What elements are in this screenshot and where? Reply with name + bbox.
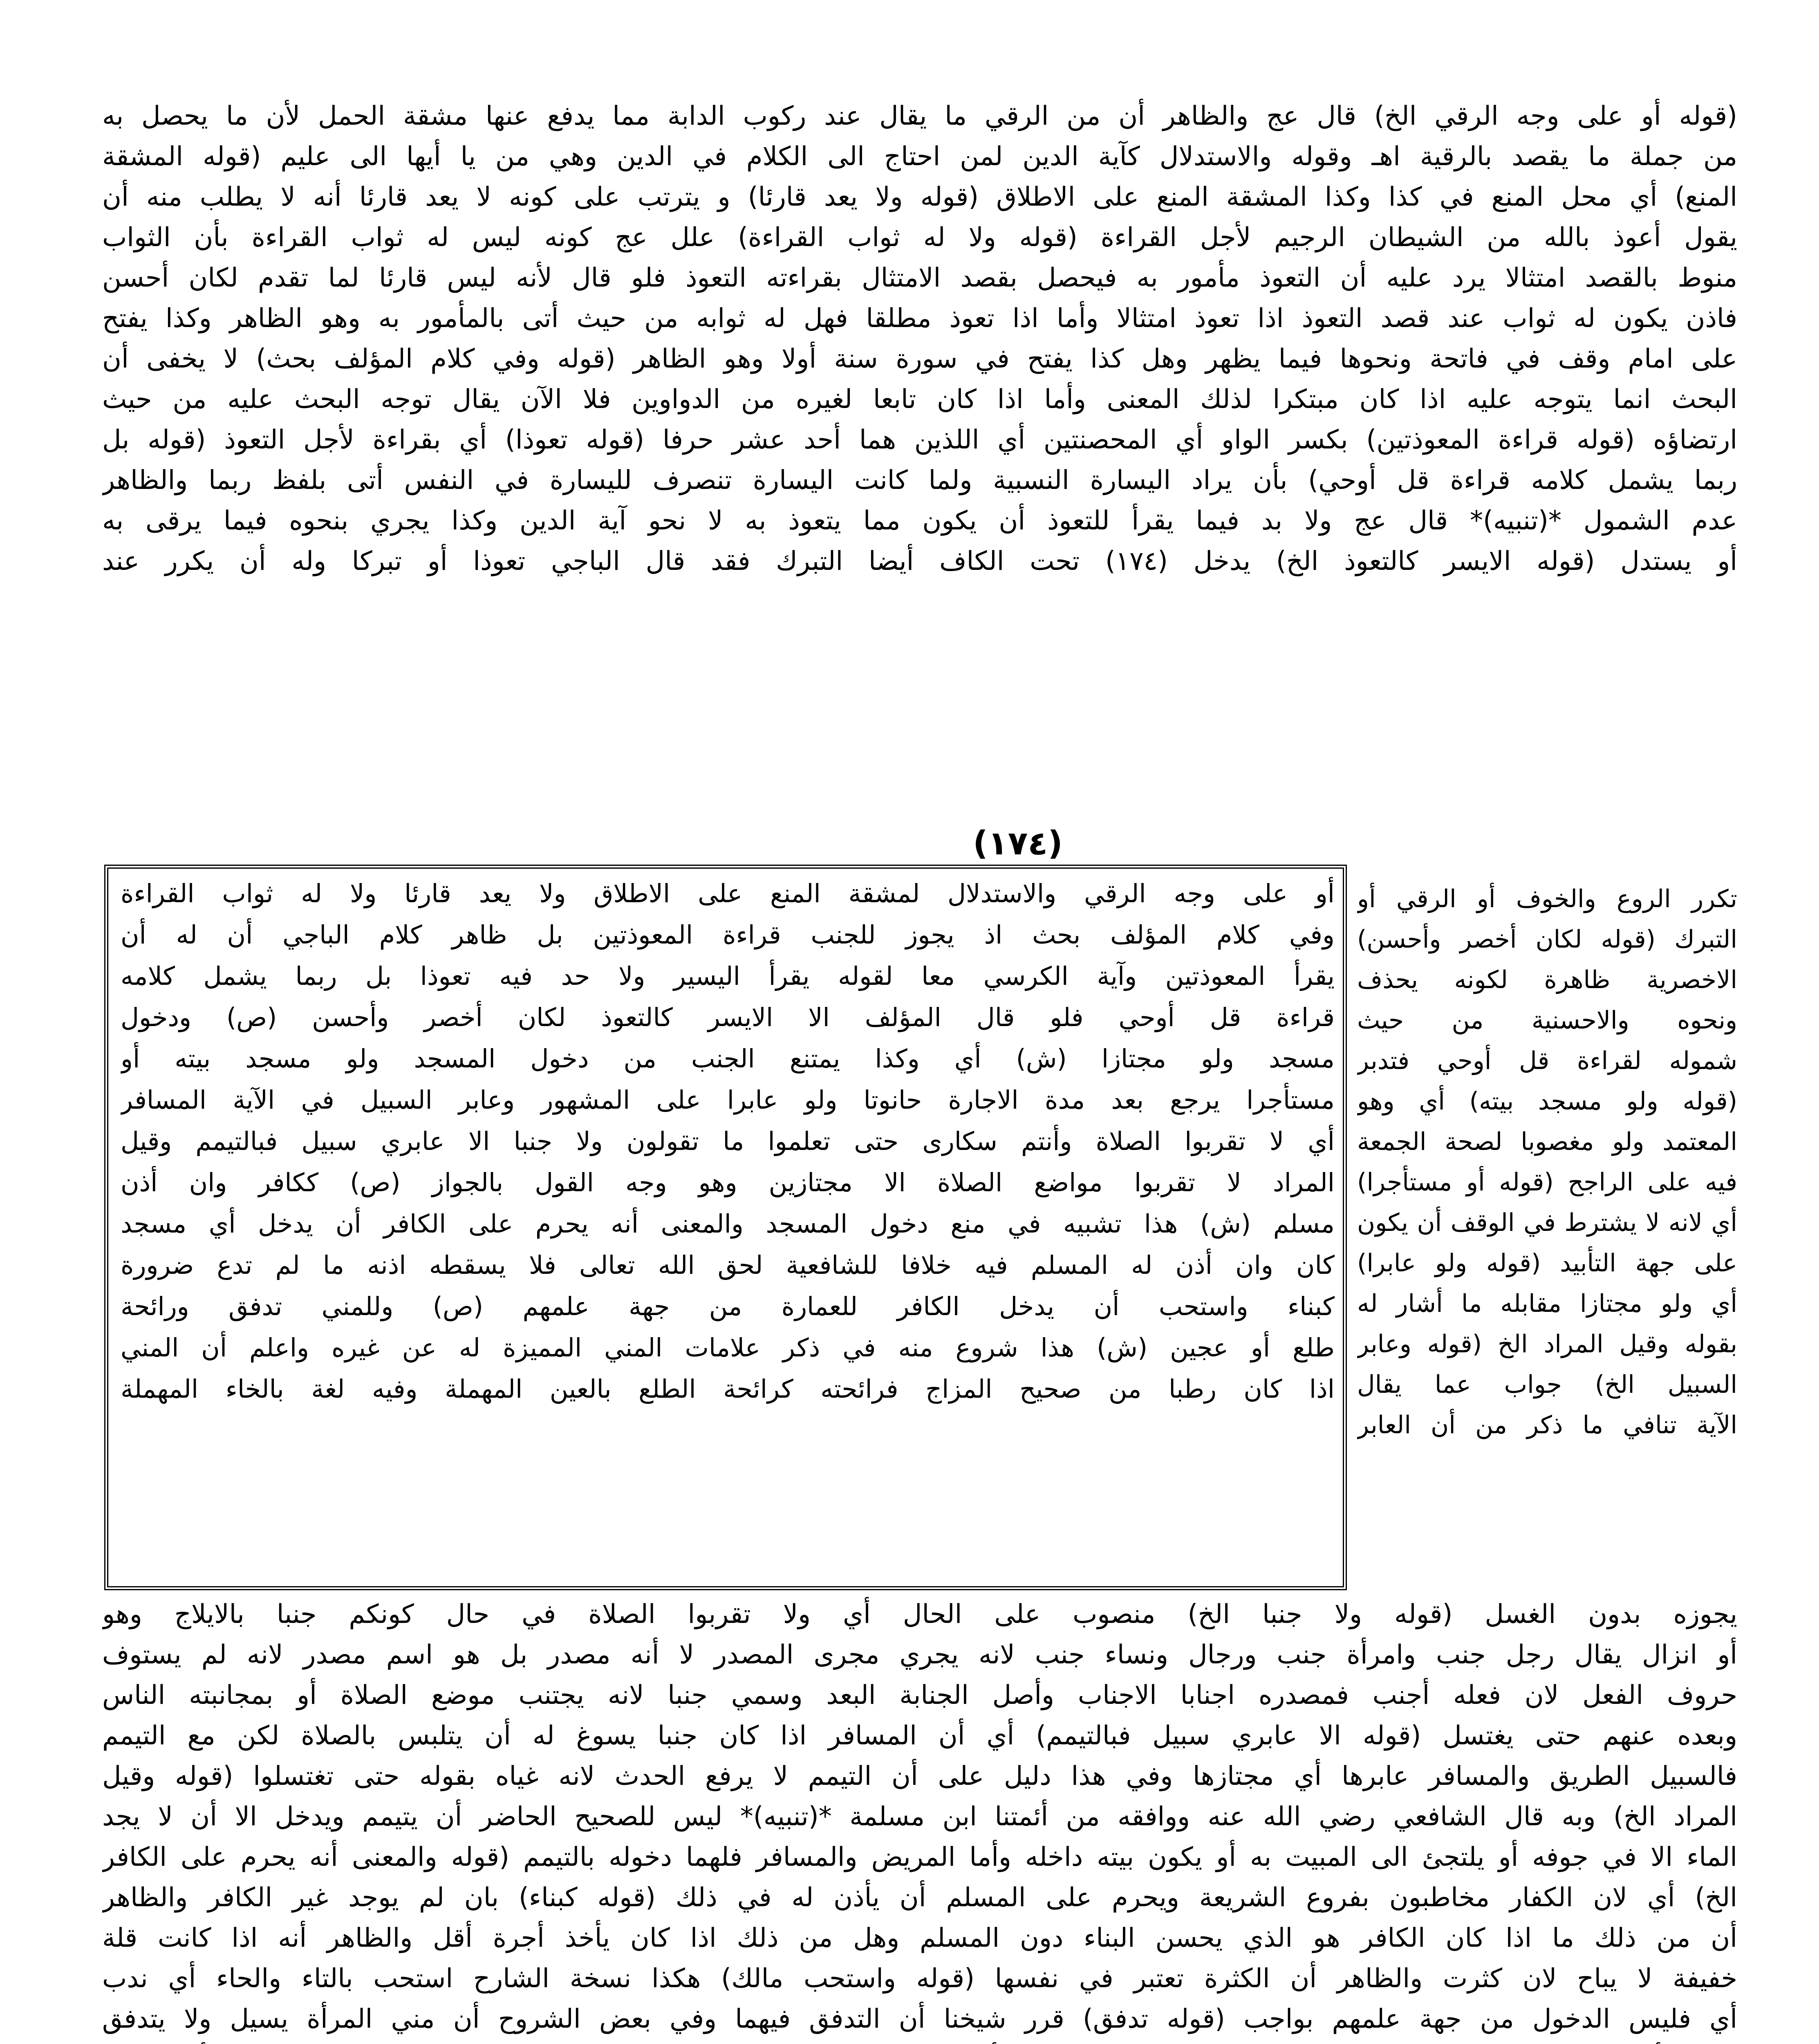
text-line: الخ) أي لان الكفار مخاطبون بفروع الشريعة ويحرم على المسلم أن يأذن له في ذلك (قوله كبناء) بان لم يوجد غير الكافر والظاهر [102, 1883, 1737, 1913]
text-line: من جملة ما يقصد بالرقية اهـ وقوله والاستدلال كآية الدين لمن احتاج الى الكلام في الدين وهي من يا أيها الى عليم (قوله المشقة [102, 141, 1737, 172]
text-line: ربما يشمل كلامه قراءة قل أوحي) بأن يراد اليسارة النسبية ولما كانت اليسارة تنصرف لليسارة في النفس أتى بلفظ ربما والظاهر [102, 465, 1737, 495]
text-line: السبيل الخ) جواب عما يقال [1357, 1370, 1737, 1399]
top-commentary [102, 96, 1737, 582]
text-line: تكرر الروع والخوف أو الرقي أو [1357, 885, 1737, 913]
text-line: فيه على الراجح (قوله أو مستأجرا) [1357, 1168, 1737, 1197]
text-line: الاخصرية ظاهرة لكونه يحذف [1357, 966, 1737, 994]
text-line: يقرأ المعوذتين وآية الكرسي معا لقوله يقرأ اليسير ولا حد فيه تعوذا بل ربما يشمل كلامه [121, 961, 1335, 991]
text-line: أي فليس الدخول من جهة علمهم بواجب (قوله تدفق) قرر شيخنا أن التدفق فيهما وفي بعض الشروح أن مني المرأة يسيل ولا يتدفق [102, 2004, 1737, 2034]
text-line: مسلم (ش) هذا تشبيه في منع دخول المسجد والمعنى أنه يحرم على الكافر أن يدخل أي مسجد [121, 1209, 1335, 1239]
text-line: أو على وجه الرقي والاستدلال لمشقة المنع على الاطلاق ولا يعد قارئا ولا له ثواب القراءة [121, 879, 1335, 908]
text-line: أو انزال يقال رجل جنب وامرأة جنب ورجال ونساء جنب لانه يجري مجرى المصدر لا أنه مصدر بل هو اسم مصدر لانه لم يستوف [102, 1640, 1737, 1670]
text-line: وبعده عنهم حتى يغتسل (قوله الا عابري سبيل فبالتيمم) أي أن المسافر اذا كان جنبا يسوغ له أن يتلبس بالصلاة لكن مع التيمم [102, 1721, 1737, 1751]
text-line: اذا كان رطبا من صحيح المزاج فرائحته كرائحة الطلع بالعين المهملة وفيه لغة بالخاء المهملة [121, 1374, 1335, 1404]
text-line: مسجد ولو مجتازا (ش) أي وكذا يمتنع الجنب من دخول المسجد ولو مسجد بيته أو [121, 1044, 1335, 1074]
text-line: (قوله ولو مسجد بيته) أي وهو [1357, 1087, 1737, 1116]
text-line: على جهة التأبيد (قوله ولو عابرا) [1357, 1249, 1737, 1278]
text-line: خفيفة لا يباح لان كثرت والظاهر أن الكثرة تعتبر في نفسها (قوله واستحب مالك) هكذا نسخة الشارح استحب بالتاء والحاء أي ندب [102, 1963, 1737, 1994]
text-line: أي لا تقربوا الصلاة وأنتم سكارى حتى تعلموا ما تقولون ولا جنبا الا عابري سبيل فبالتيمم وقيل [121, 1126, 1335, 1156]
text-line: شموله لقراءة قل أوحي فتدبر [1357, 1047, 1737, 1075]
text-line: فالسبيل الطريق والمسافر عابرها أي مجتازها وفي هذا دليل على أن التيمم لا يرفع الحدث لانه غياه بقوله حتى تغتسلوا (قوله وقيل [102, 1761, 1737, 1791]
text-line: المنع) أي محل المنع في كذا وكذا المشقة المنع على الاطلاق (قوله ولا يعد قارئا) و يترتب على كونه لا يعد قارئا أنه لا يطلب منه أن [102, 182, 1737, 212]
text-line: عدم الشمول *(تنبيه)* قال عج ولا بد فيما يقرأ للتعوذ أن يكون مما يتعوذ به لا نحو آية الدين وكذا يجري بنحوه فيما يرقى به [102, 506, 1737, 536]
text-line: (قوله أو على وجه الرقي الخ) قال عج والظاهر أن من الرقي ما يقال عند ركوب الدابة مما يدفع عنها مشقة الحمل لأن ما يحصل به [102, 101, 1737, 131]
text-line: كبناء واستحب أن يدخل الكافر للعمارة من جهة علمهم (ص) وللمني تدفق ورائحة [121, 1291, 1335, 1321]
text-line: كان وان أذن له المسلم فيه خلافا للشافعية لحق الله تعالى فلا يسقطه اذنه ما لم تدع ضرورة [121, 1250, 1335, 1280]
text-line: أي لانه لا يشترط في الوقف أن يكون [1357, 1208, 1737, 1237]
text-line: على امام وقف في فاتحة ونحوها فيما يظهر وهل كذا يفتح في سورة سنة أولا وهو الظاهر (قوله وفي كلام المؤلف بحث) لا يخفى أن [102, 344, 1737, 374]
text-line: يجوزه بدون الغسل (قوله ولا جنبا الخ) منصوب على الحال أي ولا تقربوا الصلاة في حال كونكم جنبا بالايلاج وهو [102, 1599, 1737, 1629]
text-line: منوط بالقصد امتثالا يرد عليه أن التعوذ مأمور به فيحصل بقصد الامتثال بقراءته التعوذ فلو قال لأنه ليس قارئا لما تقدم لكان أحسن [102, 263, 1737, 293]
text-line: أن من ذلك ما اذا كان الكافر هو الذي يحسن البناء دون المسلم وهل من ذلك اذا كان يأخذ أجرة أقل والظاهر أنه اذا كانت قلة [102, 1923, 1737, 1953]
text-line: المراد لا تقربوا مواضع الصلاة الا مجتازين وهو وجه القول بالجواز (ص) ككافر وان أذن [121, 1168, 1335, 1197]
text-line: ارتضاؤه (قوله قراءة المعوذتين) بكسر الواو أي المحصنتين أي اللذين هما أحد عشر حرفا (قوله تعوذا) أي بقراءة لأجل التعوذ (قوله بل [102, 425, 1737, 455]
text-line: المعتمد ولو مغصوبا لصحة الجمعة [1357, 1127, 1737, 1156]
text-line: فاذن يكون له ثواب عند قصد التعوذ اذا تعوذ امتثالا وأما اذا تعوذ مطلقا فهل له ثوابه من حيث أتى بالمأمور به وهو الظاهر وكذا يفتح [102, 303, 1737, 334]
text-line: التبرك (قوله لكان أخصر وأحسن) [1357, 925, 1737, 954]
text-line: أو يستدل (قوله الايسر كالتعوذ الخ) يدخل (١٧٤) تحت الكاف أيضا التبرك فقد قال الباجي تعوذا أو تبركا وله أن يكرر عند [102, 546, 1737, 576]
text-line: الماء الا في جوفه أو يلتجئ الى المبيت به أو يكون بيته داخله وأما المريض والمسافر فلهما دخوله بالتيمم (قوله والمعنى أنه يحرم على الكافر [102, 1842, 1737, 1872]
main-text [121, 873, 1335, 1410]
side-commentary [1357, 879, 1737, 1446]
text-line: يقول أعوذ بالله من الشيطان الرجيم لأجل القراءة (قوله ولا له ثواب القراءة) علل عج كونه ليس له ثواب القراءة بأن الثواب [102, 222, 1737, 253]
bottom-commentary [102, 1594, 1737, 2044]
text-line [102, 2040, 1737, 2044]
text-line: وفي كلام المؤلف بحث اذ يجوز للجنب قراءة المعوذتين بل ظاهر كلام الباجي أن له أن [121, 920, 1335, 950]
text-line: مستأجرا يرجع بعد مدة الاجارة حانوتا ولو عابرا على المشهور وعابر السبيل في الآية المسافر [121, 1085, 1335, 1115]
text-line: قراءة قل أوحي فلو قال المؤلف الا الايسر كالتعوذ لكان أخصر وأحسن (ص) ودخول [121, 1002, 1335, 1032]
main-text-box [104, 865, 1347, 1590]
text-line: البحث انما يتوجه عليه اذا كان مبتكرا لذلك المعنى وأما اذا كان تابعا لغيره من الدواوين فلا الآن يقال توجه البحث عليه من حيث [102, 384, 1737, 415]
text-line: الآية تنافي ما ذكر من أن العابر [1357, 1411, 1737, 1439]
text-line: طلع أو عجين (ش) هذا شروع منه في ذكر علامات المني المميزة له عن غيره واعلم أن المني [121, 1333, 1335, 1363]
text-line: المراد الخ) وبه قال الشافعي رضي الله عنه ووافقه من أئمتنا ابن مسلمة *(تنبيه)* ليس للصحيح الحاضر أن يتيمم ويدخل الا أن لا يجد [102, 1802, 1737, 1832]
text-line: حروف الفعل لان فعله أجنب فمصدره اجنابا الاجناب وأصل الجنابة البعد وسمي جنبا لانه يجتنب موضع الصلاة أو بمجانبته الناس [102, 1680, 1737, 1710]
text-line: أي ولو مجتازا مقابله ما أشار له [1357, 1289, 1737, 1318]
text-line: بقوله وقيل المراد الخ (قوله وعابر [1357, 1330, 1737, 1358]
text-line: ونحوه والاحسنية من حيث [1357, 1006, 1737, 1035]
page-number: (١٧٤) [973, 824, 1063, 862]
